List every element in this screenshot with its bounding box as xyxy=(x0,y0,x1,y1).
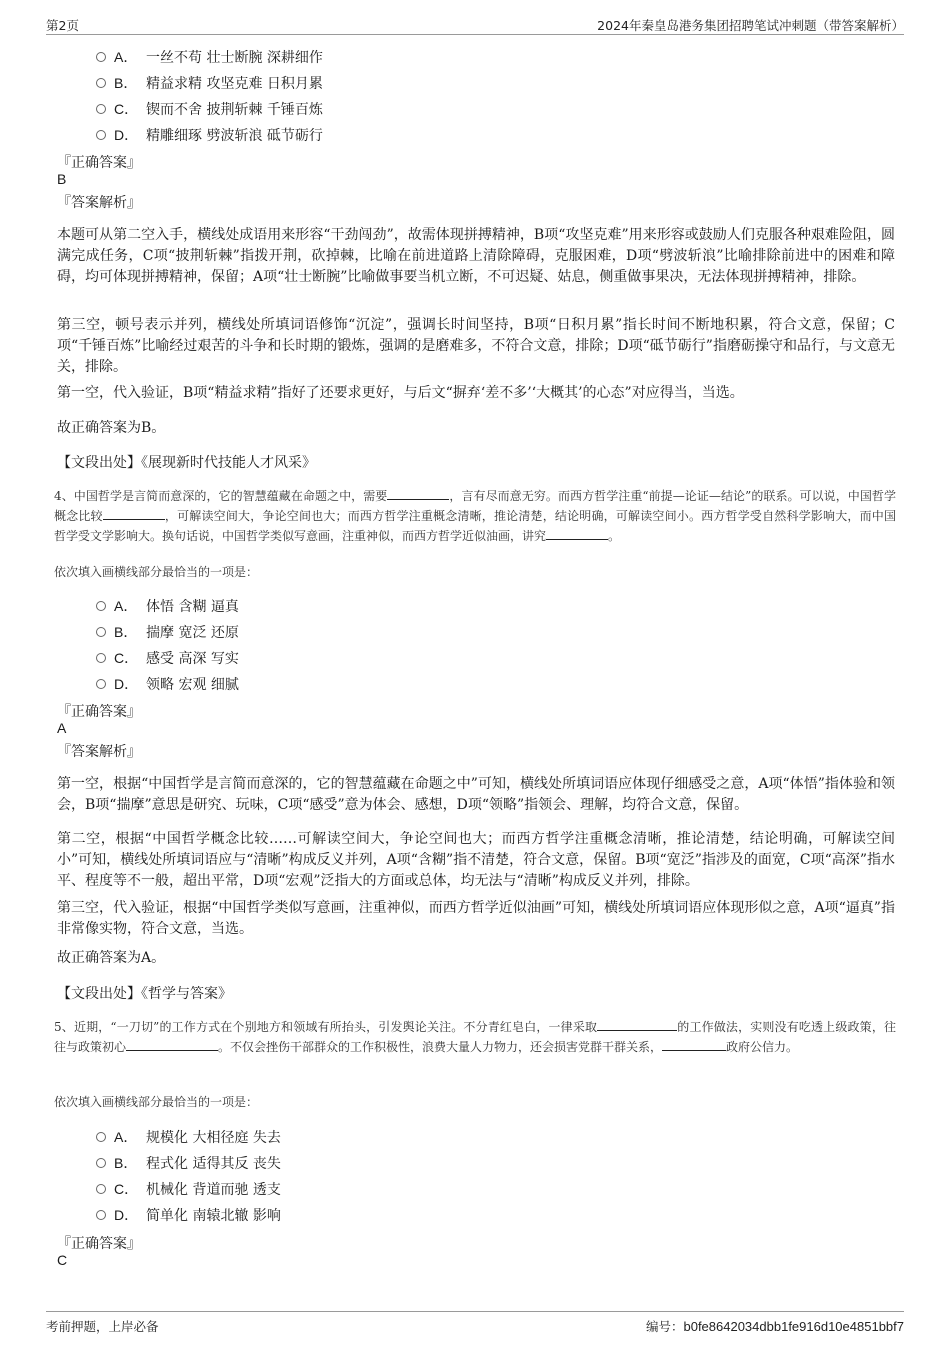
radio-icon[interactable] xyxy=(96,679,106,689)
radio-icon[interactable] xyxy=(96,1132,106,1142)
q3-option-d[interactable]: D． 精雕细琢 劈波斩浪 砥节砺行 xyxy=(96,125,323,147)
q4-analysis-paragraph-3: 第三空，代入验证，根据“中国哲学类似写意画，注重神似，而西方哲学近似油画”可知，横线处所填词语应体现形似之意，A项“逼真”指非常像实物，符合文意，当选。 xyxy=(57,900,895,937)
q4-analysis-paragraph-2: 第二空，根据“中国哲学概念比较……可解读空间大，争论空间也大；而西方哲学注重概念清晰，推论清楚，结论明确，可解读空间小”可知，横线处所填词语应与“清晰”构成反义并列，A项“含糊”指不清楚，符合文意，保留。B项“宽泛”指涉及的面宽，C项“高深”指水平、程度等不一般，超出平常，D项“宏观”泛指大的方面或总体，均无法与“清晰”构成反义并列，排除。 xyxy=(57,831,895,889)
q3-source: 【文段出处】《展现新时代技能人才风采》 xyxy=(57,455,316,471)
page-number: 第2页 xyxy=(46,18,79,33)
q4-option-d[interactable]: D． 领略 宏观 细腻 xyxy=(96,674,239,696)
page-footer xyxy=(46,1311,904,1336)
radio-icon[interactable] xyxy=(96,1158,106,1168)
q4-option-c[interactable]: C． 感受 高深 写实 xyxy=(96,648,239,670)
footer-slogan: 考前押题，上岸必备 xyxy=(46,1319,159,1334)
q3-correct-label: 『正确答案』 xyxy=(57,155,141,171)
q3-option-b[interactable]: B． 精益求精 攻坚克难 日积月累 xyxy=(96,73,323,95)
q3-analysis-label: 『答案解析』 xyxy=(57,195,141,211)
q3-analysis-paragraph-1: 本题可从第二空入手，横线处成语用来形容“干劲闯劲”，故需体现拼搏精神，B项“攻坚克难”用来形容或鼓励人们克服各种艰难险阻，圆满完成任务，C项“披荆斩棘”指拨开荆，砍掉棘，比喻在前进道路上清除障碍，克服困难，D项“劈波斩浪”比喻排除前进中的困难和障碍，均可体现拼搏精神，保留；A项“壮士断腕”比喻做事要当机立断，不可迟疑、姑息，侧重做事果决，无法体现拼搏精神，排除。 xyxy=(57,227,895,285)
blank-3 xyxy=(546,527,608,540)
q4-option-a[interactable]: A． 体悟 含糊 逼真 xyxy=(96,596,239,618)
q4-correct-label: 『正确答案』 xyxy=(57,704,141,720)
radio-icon[interactable] xyxy=(96,601,106,611)
q4-answer: A xyxy=(57,720,67,736)
q5-question: 5、近期，“一刀切”的工作方式在个别地方和领域有所抬头，引发舆论关注。不分青红皂白，一律采取 的工作做法，实则没有吃透上级政策，往往与政策初心 。不仅会挫伤干部群众的工作积极性，浪费大量人力物力，还会损害党群干群关系， 政府公信力。 xyxy=(54,1020,896,1054)
radio-icon[interactable] xyxy=(96,78,106,88)
footer-code: 编号：b0fe8642034dbb1fe916d10e4851bbf7 xyxy=(645,1319,904,1334)
q5-option-b[interactable]: B． 程式化 适得其反 丧失 xyxy=(96,1153,281,1175)
blank-2 xyxy=(126,1038,218,1051)
q3-answer: B xyxy=(57,171,67,187)
radio-icon[interactable] xyxy=(96,52,106,62)
radio-icon[interactable] xyxy=(96,104,106,114)
radio-icon[interactable] xyxy=(96,1184,106,1194)
q5-option-c[interactable]: C． 机械化 背道而驰 透支 xyxy=(96,1179,281,1201)
q3-option-c[interactable]: C． 锲而不舍 披荆斩棘 千锤百炼 xyxy=(96,99,323,121)
radio-icon[interactable] xyxy=(96,1210,106,1220)
radio-icon[interactable] xyxy=(96,653,106,663)
q5-correct-label: 『正确答案』 xyxy=(57,1236,141,1252)
q3-analysis-paragraph-3: 第一空，代入验证，B项“精益求精”指好了还要求更好，与后文“摒弃‘差不多’‘大概其’的心态”对应得当，当选。 xyxy=(57,385,744,401)
q5-answer: C xyxy=(57,1252,68,1268)
radio-icon[interactable] xyxy=(96,130,106,140)
q4-instruction: 依次填入画横线部分最恰当的一项是： xyxy=(54,565,259,579)
q3-analysis-paragraph-4: 故正确答案为B。 xyxy=(57,420,166,436)
blank-1 xyxy=(387,487,449,500)
q5-option-a[interactable]: A． 规模化 大相径庭 失去 xyxy=(96,1127,281,1149)
q4-analysis-paragraph-1: 第一空，根据“中国哲学是言简而意深的，它的智慧蕴藏在命题之中”可知，横线处所填词语应体现仔细感受之意，A项“体悟”指体验和领会，B项“揣摩”意思是研究、玩味，C项“感受”意为体会、感想，D项“领略”指领会、理解，均符合文意，保留。 xyxy=(57,776,895,813)
blank-1 xyxy=(597,1018,677,1031)
radio-icon[interactable] xyxy=(96,627,106,637)
q4-source: 【文段出处】《哲学与答案》 xyxy=(57,986,232,1002)
q4-question: 4、中国哲学是言简而意深的，它的智慧蕴藏在命题之中，需要 ，言有尽而意无穷。而西方哲学注重“前提—论证—结论”的联系。可以说，中国哲学概念比较 ，可解读空间大，争论空间也大；而西方哲学注重概念清晰，推论清楚，结论明确，可解读空间小。西方哲学受自然科学影响大，而中国哲学受文学影响大。换句话说，中国哲学类似写意画，注重神似，而西方哲学近似油画，讲究 。 xyxy=(54,489,896,543)
page-header xyxy=(46,14,904,35)
q4-analysis-label: 『答案解析』 xyxy=(57,744,141,760)
q5-option-d[interactable]: D． 简单化 南辕北辙 影响 xyxy=(96,1205,281,1227)
q3-option-a[interactable]: A． 一丝不苟 壮士断腕 深耕细作 xyxy=(96,47,323,69)
q5-instruction: 依次填入画横线部分最恰当的一项是： xyxy=(54,1095,259,1109)
q4-analysis-paragraph-4: 故正确答案为A。 xyxy=(57,950,166,966)
q4-option-b[interactable]: B． 揣摩 宽泛 还原 xyxy=(96,622,239,644)
blank-2 xyxy=(103,507,165,520)
q3-analysis-paragraph-2: 第三空，顿号表示并列，横线处所填词语修饰“沉淀”，强调长时间坚持，B项“日积月累”指长时间不断地积累，符合文意，保留；C项“千锤百炼”比喻经过艰苦的斗争和长时期的锻炼，强调的是磨难多，不符合文意，排除；D项“砥节砺行”指磨砺操守和品行，与文意无关，排除。 xyxy=(57,317,895,375)
blank-3 xyxy=(662,1038,726,1051)
document-title: 2024年秦皇岛港务集团招聘笔试冲刺题（带答案解析） xyxy=(597,18,904,33)
